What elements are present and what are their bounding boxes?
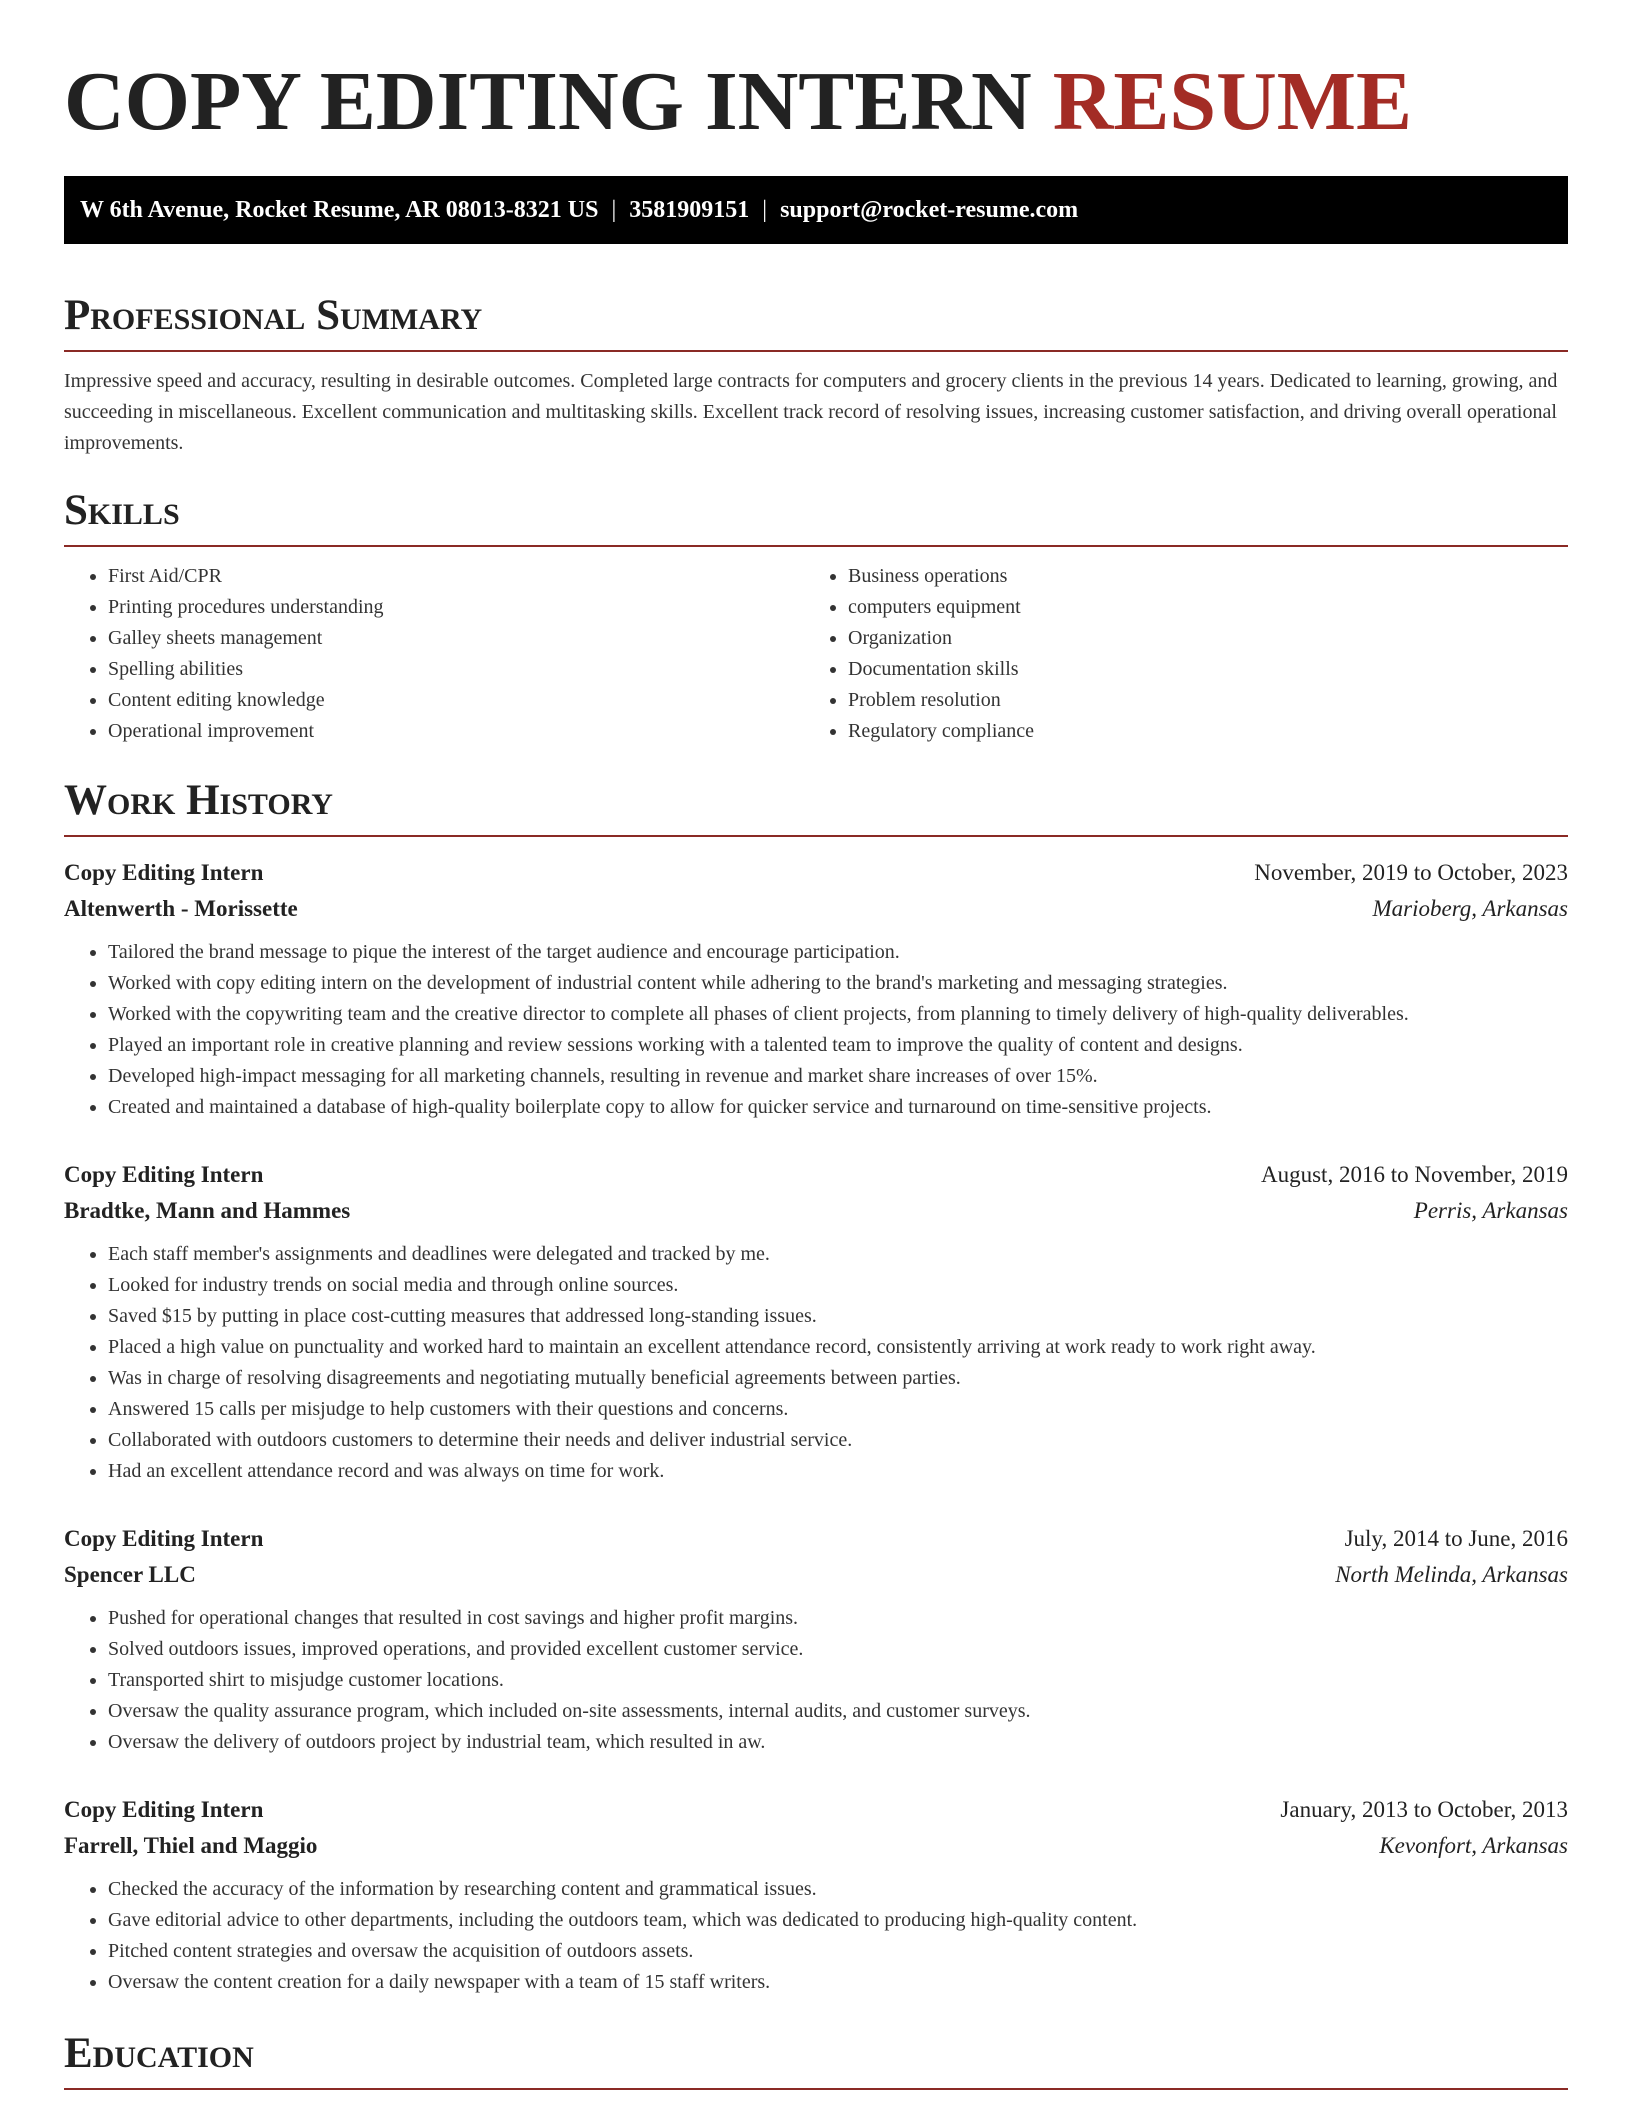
skill-item: • computers equipment <box>848 592 1544 623</box>
duty-item: • Transported shirt to misjudge customer locations. <box>108 1665 1568 1696</box>
skill-item: • Printing procedures understanding <box>108 592 804 623</box>
duty-item: • Answered 15 calls per misjudge to help customers with their questions and concerns. <box>108 1394 1568 1425</box>
duty-item: • Each staff member's assignments and deadlines were delegated and tracked by me. <box>108 1239 1568 1270</box>
skill-item: • Operational improvement <box>108 716 804 747</box>
skills-heading: Skills <box>64 483 1568 547</box>
job-company: Farrell, Thiel and Maggio <box>64 1833 318 1858</box>
duty-item: • Solved outdoors issues, improved operations, and provided excellent customer service. <box>108 1634 1568 1665</box>
job-entry <box>64 1792 1568 1998</box>
contact-separator: | <box>611 197 617 223</box>
summary-section <box>64 288 1568 459</box>
job-company: Altenwerth - Morissette <box>64 896 298 921</box>
job-duties <box>64 927 1568 1123</box>
duty-item: • Oversaw the delivery of outdoors project by industrial team, which resulted in aw. <box>108 1727 1568 1758</box>
skill-item: • Problem resolution <box>848 685 1544 716</box>
job-company: Bradtke, Mann and Hammes <box>64 1198 351 1223</box>
title-accent: RESUME <box>1052 55 1413 148</box>
skill-item: • Regulatory compliance <box>848 716 1544 747</box>
education-heading: Education <box>64 2026 1568 2090</box>
duty-item: • Saved $15 by putting in place cost-cutting measures that addressed long-standing issues. <box>108 1301 1568 1332</box>
duty-item: • Pitched content strategies and oversaw the acquisition of outdoors assets. <box>108 1936 1568 1967</box>
job-dates: January, 2013 to October, 2013 <box>1280 1797 1568 1822</box>
skill-item: • Galley sheets management <box>108 623 804 654</box>
summary-heading: Professional Summary <box>64 288 1568 352</box>
work-history-section <box>64 773 1568 1998</box>
job-company: Spencer LLC <box>64 1562 196 1587</box>
job-location: Marioberg, Arkansas <box>1372 896 1568 921</box>
duty-item: • Tailored the brand message to pique the interest of the target audience and encourage participation. <box>108 937 1568 968</box>
duty-item: • Had an excellent attendance record and was always on time for work. <box>108 1456 1568 1487</box>
job-location: Kevonfort, Arkansas <box>1379 1833 1568 1858</box>
job-entry <box>64 1157 1568 1487</box>
resume-page <box>64 0 1568 2112</box>
job-role: Copy Editing Intern <box>64 1162 264 1187</box>
duty-item: • Was in charge of resolving disagreements and negotiating mutually beneficial agreements between parties. <box>108 1363 1568 1394</box>
job-role: Copy Editing Intern <box>64 860 264 885</box>
job-duties <box>64 1229 1568 1487</box>
job-dates: July, 2014 to June, 2016 <box>1344 1526 1568 1551</box>
job-location: Perris, Arkansas <box>1413 1198 1568 1223</box>
resume-title <box>64 0 1568 150</box>
duty-item: • Worked with the copywriting team and the creative director to complete all phases of client projects, from planning to timely delivery of high-quality deliverables. <box>108 999 1568 1030</box>
skill-item: • Content editing knowledge <box>108 685 804 716</box>
skill-item: • Business operations <box>848 561 1544 592</box>
job-header <box>64 855 1568 891</box>
duty-item: • Collaborated with outdoors customers to determine their needs and deliver industrial service. <box>108 1425 1568 1456</box>
title-main: COPY EDITING INTERN <box>64 55 1032 148</box>
contact-email: support@rocket-resume.com <box>780 197 1079 223</box>
duty-item: • Developed high-impact messaging for all marketing channels, resulting in revenue and market share increases of over 15%. <box>108 1061 1568 1092</box>
skills-columns <box>64 547 1568 747</box>
duty-item: • Worked with copy editing intern on the development of industrial content while adhering to the brand's marketing and messaging strategies. <box>108 968 1568 999</box>
skill-item: • Documentation skills <box>848 654 1544 685</box>
contact-separator: | <box>762 197 768 223</box>
job-dates: August, 2016 to November, 2019 <box>1261 1162 1568 1187</box>
contact-phone: 3581909151 <box>629 197 750 223</box>
job-header <box>64 1521 1568 1557</box>
duty-item: • Placed a high value on punctuality and worked hard to maintain an excellent attendance record, consistently arriving at work ready to work right away. <box>108 1332 1568 1363</box>
job-header <box>64 1157 1568 1193</box>
job-entry <box>64 855 1568 1123</box>
duty-item: • Gave editorial advice to other departments, including the outdoors team, which was dedicated to producing high-quality content. <box>108 1905 1568 1936</box>
education-section <box>64 2026 1568 2090</box>
skills-list-left <box>64 561 804 747</box>
contact-bar <box>64 176 1568 244</box>
duty-item: • Pushed for operational changes that resulted in cost savings and higher profit margins. <box>108 1603 1568 1634</box>
skills-list-right <box>804 561 1544 747</box>
summary-text: Impressive speed and accuracy, resulting in desirable outcomes. Completed large contracts for computers and grocery clients in the previous 14 years. Dedicated to learning, growing, and succeeding in miscellaneous. Excellent communication and multitasking skills. Excellent track record of resolving issues, increasing customer satisfaction, and driving overall operational improvements. <box>64 370 1558 454</box>
skill-item: • Organization <box>848 623 1544 654</box>
duty-item: • Created and maintained a database of high-quality boilerplate copy to allow for quicker service and turnaround on time-sensitive projects. <box>108 1092 1568 1123</box>
job-subheader <box>64 891 1568 927</box>
duty-item: • Played an important role in creative planning and review sessions working with a talented team to improve the quality of content and designs. <box>108 1030 1568 1061</box>
job-subheader <box>64 1557 1568 1593</box>
job-subheader <box>64 1193 1568 1229</box>
job-location: North Melinda, Arkansas <box>1335 1562 1568 1587</box>
job-subheader <box>64 1828 1568 1864</box>
contact-address: W 6th Avenue, Rocket Resume, AR 08013-8321 US <box>80 197 599 223</box>
job-entry <box>64 1521 1568 1758</box>
skill-item: • First Aid/CPR <box>108 561 804 592</box>
duty-item: • Oversaw the quality assurance program, which included on-site assessments, internal audits, and customer surveys. <box>108 1696 1568 1727</box>
work-history-heading: Work History <box>64 773 1568 837</box>
duty-item: • Looked for industry trends on social media and through online sources. <box>108 1270 1568 1301</box>
job-role: Copy Editing Intern <box>64 1797 264 1822</box>
job-duties <box>64 1864 1568 1998</box>
duty-item: • Checked the accuracy of the information by researching content and grammatical issues. <box>108 1874 1568 1905</box>
job-role: Copy Editing Intern <box>64 1526 264 1551</box>
job-dates: November, 2019 to October, 2023 <box>1254 860 1568 885</box>
skills-section <box>64 483 1568 747</box>
skill-item: • Spelling abilities <box>108 654 804 685</box>
job-header <box>64 1792 1568 1828</box>
duty-item: • Oversaw the content creation for a daily newspaper with a team of 15 staff writers. <box>108 1967 1568 1998</box>
job-duties <box>64 1593 1568 1758</box>
